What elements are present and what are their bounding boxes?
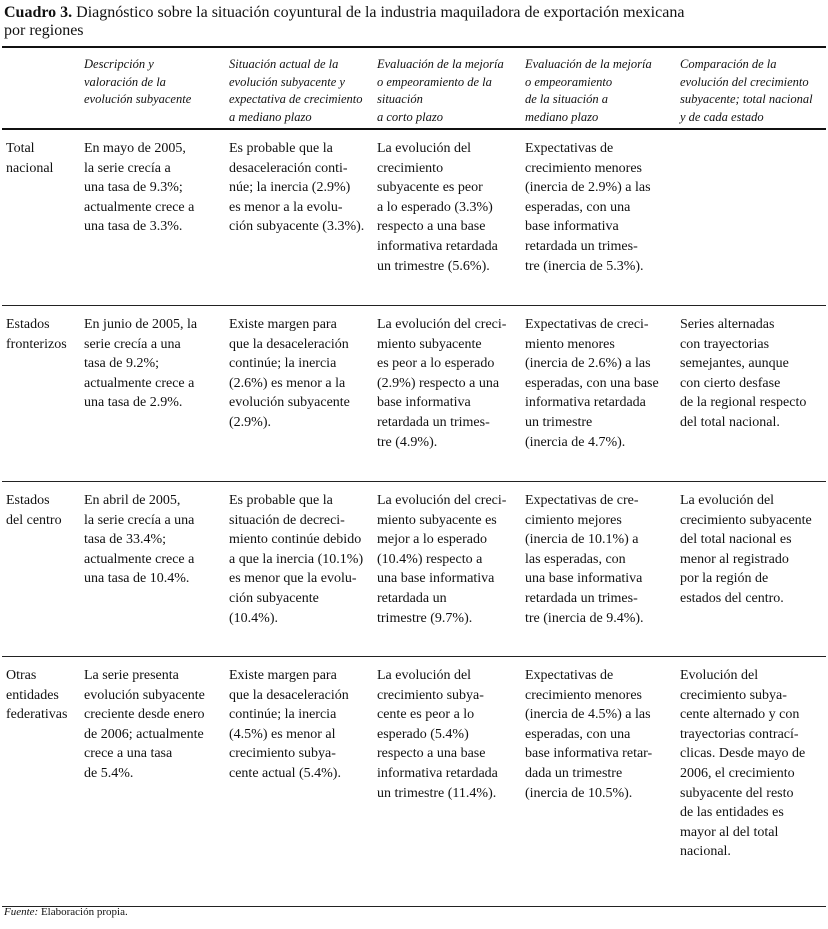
header-cell: Evaluación de la mejoría o empeoramiento de la situación a corto plazo [373, 47, 521, 129]
source-text: Elaboración propia. [38, 906, 128, 918]
region-cell: Total nacional [2, 129, 80, 306]
header-cell: Descripción y valoración de la evolución subyacente [80, 47, 225, 129]
table-row [2, 482, 826, 657]
table-row [2, 657, 826, 907]
table-cell: La evolución del creci- miento subyacente es mejor a lo esperado (10.4%) respecto a una base informativa retardada un trimestre (9.7%). [373, 482, 521, 657]
table-cell: La evolución del crecimiento subyacente del total nacional es menor al registrado por la región de estados del centro. [676, 482, 826, 657]
table-cell: La evolución del crecimiento subyacente es peor a lo esperado (3.3%) respecto a una base informativa retardada un trimestre (5.6%). [373, 129, 521, 306]
table-cell: Expectativas de cre- cimiento mejores (inercia de 10.1%) a las esperadas, con una base informativa retardada un trimes- tre (inercia de 9.4%). [521, 482, 676, 657]
table-cell: La evolución del creci- miento subyacente es peor a lo esperado (2.9%) respecto a una base informativa retardada un trimes- tre (4.9%). [373, 306, 521, 482]
region-cell: Estados del centro [2, 482, 80, 657]
table-cell [676, 129, 826, 306]
table-cell: Series alternadas con trayectorias semejantes, aunque con cierto desfase de la regional respecto del total nacional. [676, 306, 826, 482]
table-cell: En junio de 2005, la serie crecía a una tasa de 9.2%; actualmente crece a una tasa de 2.9%. [80, 306, 225, 482]
table-row [2, 129, 826, 306]
table-cell: La evolución del crecimiento subya- cente es peor a lo esperado (5.4%) respecto a una base informativa retardada un trimestre (11.4%). [373, 657, 521, 907]
region-cell: Otras entidades federativas [2, 657, 80, 907]
table-cell: En abril de 2005, la serie crecía a una tasa de 33.4%; actualmente crece a una tasa de 10.4%. [80, 482, 225, 657]
table-cell: Expectativas de crecimiento menores (inercia de 4.5%) a las esperadas, con una base informativa retar- dada un trimestre (inercia de 10.5%). [521, 657, 676, 907]
region-cell: Estados fronterizos [2, 306, 80, 482]
table-cell: Existe margen para que la desaceleración continúe; la inercia (2.6%) es menor a la evolución subyacente (2.9%). [225, 306, 373, 482]
table-cell: La serie presenta evolución subyacente creciente desde enero de 2006; actualmente crece a una tasa de 5.4%. [80, 657, 225, 907]
table-cell: Evolución del crecimiento subya- cente alternado y con trayectorias contrací- clicas. Desde mayo de 2006, el crecimiento subyacente del resto de las entidades es mayor al del total nacional. [676, 657, 826, 907]
header-cell [2, 47, 80, 129]
header-cell: Evaluación de la mejoría o empeoramiento de la situación a mediano plazo [521, 47, 676, 129]
table-cell: En mayo de 2005, la serie crecía a una tasa de 9.3%; actualmente crece a una tasa de 3.3%. [80, 129, 225, 306]
table-cell: Es probable que la desaceleración conti- núe; la inercia (2.9%) es menor a la evolu- ción subyacente (3.3%). [225, 129, 373, 306]
header-cell: Situación actual de la evolución subyacente y expectativa de crecimiento a mediano plazo [225, 47, 373, 129]
diagnosis-table [2, 46, 826, 907]
table-caption [4, 4, 824, 40]
header-row [2, 47, 826, 129]
source-label: Fuente: [4, 906, 39, 918]
caption-label: Cuadro 3. [4, 4, 73, 21]
caption-text: Diagnóstico sobre la situación coyuntural de la industria maquiladora de exportación mexicana por regiones [4, 4, 685, 39]
table-cell: Expectativas de creci- miento menores (inercia de 2.6%) a las esperadas, con una base informativa retardada un trimestre (inercia de 4.7%). [521, 306, 676, 482]
table-cell: Expectativas de crecimiento menores (inercia de 2.9%) a las esperadas, con una base informativa retardada un trimes- tre (inercia de 5.3%). [521, 129, 676, 306]
table-row [2, 306, 826, 482]
table-cell: Existe margen para que la desaceleración continúe; la inercia (4.5%) es menor al crecimiento subya- cente actual (5.4%). [225, 657, 373, 907]
table-cell: Es probable que la situación de decreci- miento continúe debido a que la inercia (10.1%) es menor que la evolu- ción subyacente (10.4%). [225, 482, 373, 657]
header-cell: Comparación de la evolución del crecimiento subyacente; total nacional y de cada estado [676, 47, 826, 129]
source-note [4, 906, 128, 918]
